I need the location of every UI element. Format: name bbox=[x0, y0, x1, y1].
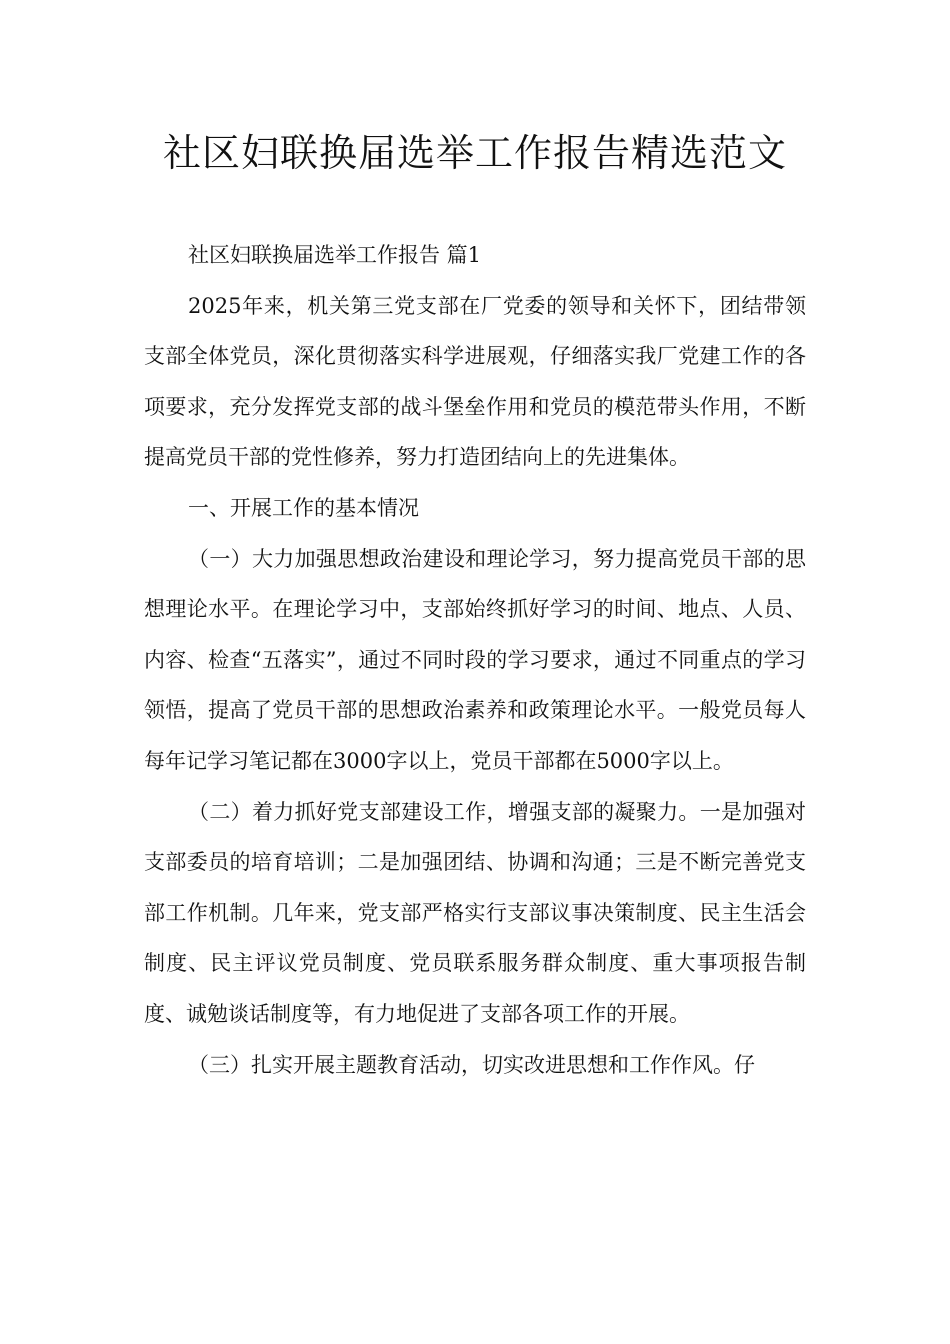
paragraph-item-1: （一）大力加强思想政治建设和理论学习，努力提高党员干部的思想理论水平。在理论学习中，支部始终抓好学习的时间、地点、人员、内容、检查“五落实”，通过不同时段的学习要求，通过不同重点的学习领悟，提高了党员干部的思想政治素养和政策理论水平。一般党员每人每年记学习笔记都在3000字以上，党员干部都在5000字以上。 bbox=[144, 546, 806, 773]
section-heading-basic-situation: 一、开展工作的基本情况 bbox=[188, 495, 419, 520]
paragraph-intro: 2025年来，机关第三党支部在厂党委的领导和关怀下，团结带领支部全体党员，深化贯彻落实科学进展观，仔细落实我厂党建工作的各项要求，充分发挥党支部的战斗堡垒作用和党员的模范带头作用，不断提高党员干部的党性修养，努力打造团结向上的先进集体。 bbox=[144, 293, 806, 470]
document-title: 社区妇联换届选举工作报告精选范文 bbox=[162, 131, 787, 175]
document-body bbox=[144, 230, 806, 1090]
section-heading-article-1: 社区妇联换届选举工作报告 篇1 bbox=[188, 243, 482, 267]
paragraph-item-3: （三）扎实开展主题教育活动，切实改进思想和工作作风。仔 bbox=[188, 1052, 755, 1077]
paragraph-item-2: （二）着力抓好党支部建设工作，增强支部的凝聚力。一是加强对支部委员的培育培训；二是加强团结、协调和沟通；三是不断完善党支部工作机制。几年来，党支部严格实行支部议事决策制度、民主生活会制度、民主评议党员制度、党员联系服务群众制度、重大事项报告制度、诚勉谈话制度等，有力地促进了支部各项工作的开展。 bbox=[144, 799, 806, 1026]
